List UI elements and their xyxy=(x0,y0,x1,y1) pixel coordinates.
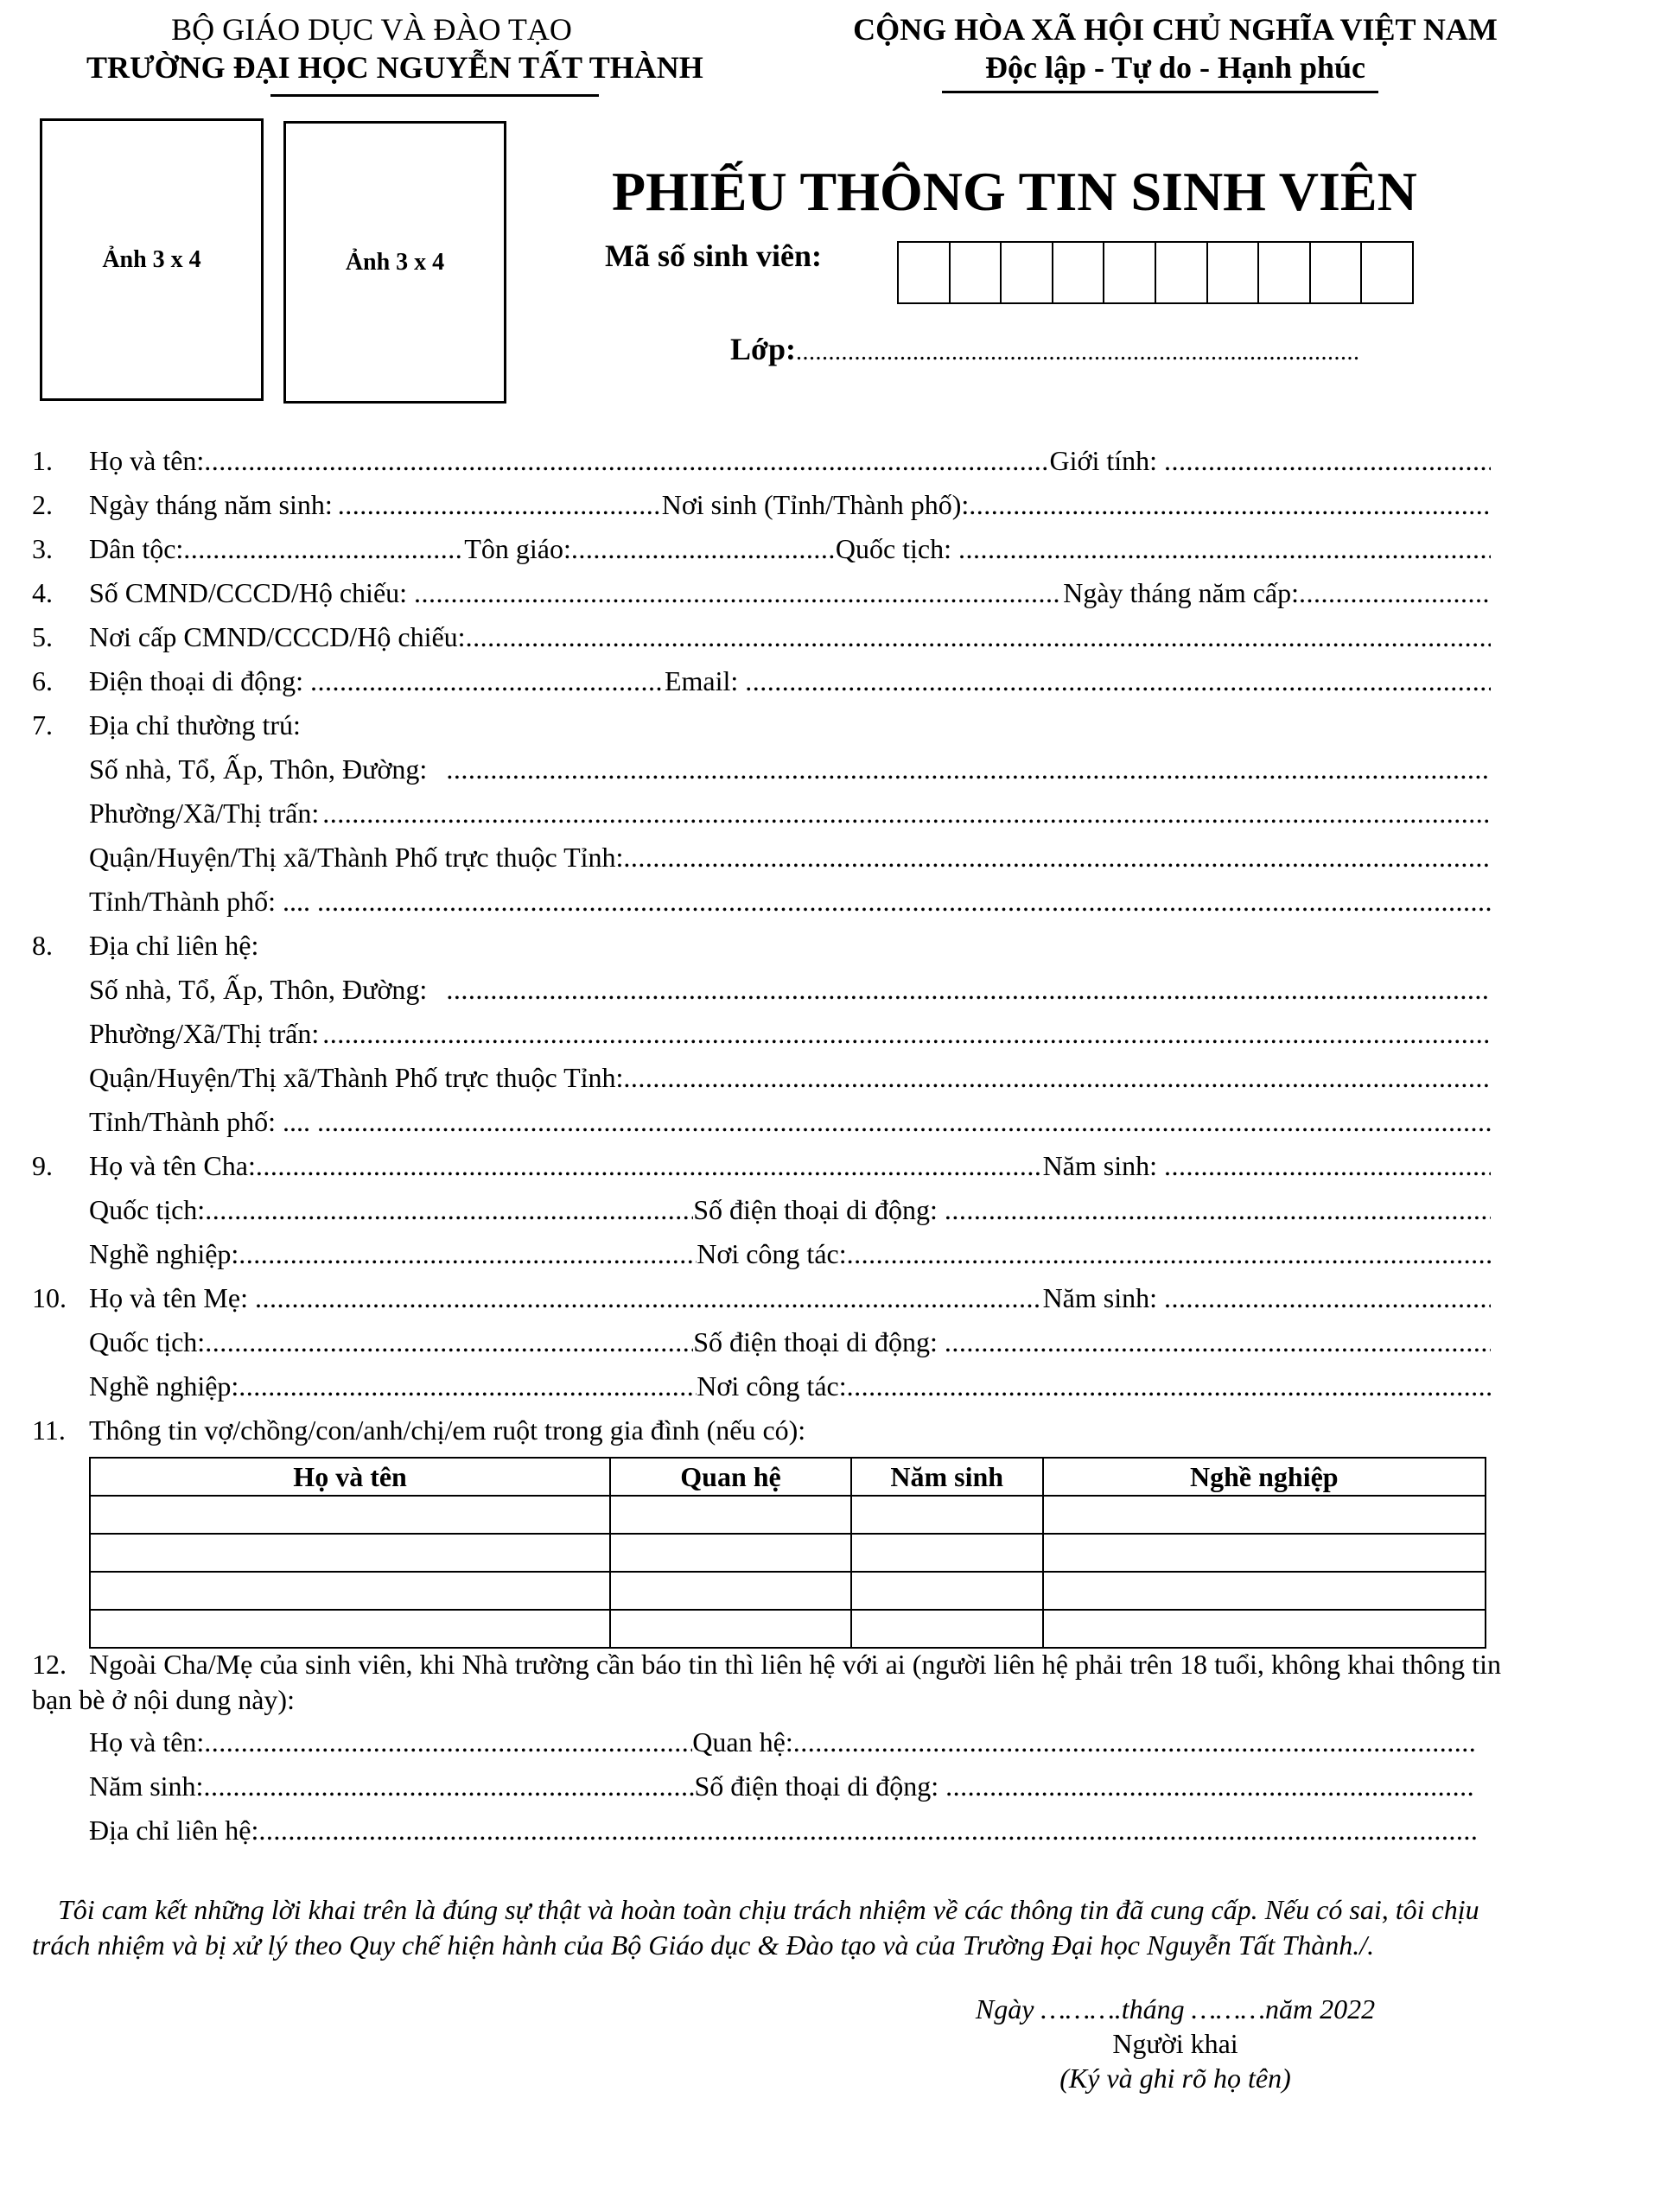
item-number: 10. xyxy=(32,1282,67,1313)
class-label: Lớp: xyxy=(730,332,796,366)
emergency-birth-row xyxy=(0,1769,1667,1803)
student-id-digit-box[interactable] xyxy=(1259,243,1311,302)
permanent-province-row xyxy=(0,884,1667,918)
motto-underline xyxy=(942,91,1378,93)
father-job-row xyxy=(0,1236,1667,1271)
ethnic-field[interactable] xyxy=(183,531,464,566)
email-field[interactable] xyxy=(738,664,1491,698)
id-number-label: Số CMND/CCCD/Hộ chiếu: xyxy=(89,577,408,608)
religion-label: Tôn giáo: xyxy=(464,533,571,564)
item-number: 4. xyxy=(32,577,53,608)
contact-district-row xyxy=(0,1060,1667,1095)
contact-ward-row xyxy=(0,1016,1667,1051)
item-number: 1. xyxy=(32,445,53,476)
photo-label: Ảnh 3 x 4 xyxy=(102,245,201,273)
gender-field[interactable] xyxy=(1157,443,1491,478)
issue-date-field[interactable] xyxy=(1299,575,1491,610)
father-nationality-row xyxy=(0,1192,1667,1227)
item-number: 9. xyxy=(32,1150,53,1181)
emergency-address-label: Địa chỉ liên hệ: xyxy=(89,1815,259,1846)
full-name-field[interactable] xyxy=(204,443,1046,478)
family-cell-relation[interactable] xyxy=(610,1534,851,1572)
column-header-name: Họ và tên xyxy=(90,1458,610,1496)
item-10 xyxy=(0,1281,1667,1315)
family-cell-name[interactable] xyxy=(90,1610,610,1648)
item-12 xyxy=(32,1647,1501,1718)
permanent-ward-row xyxy=(0,796,1667,830)
emergency-phone-field[interactable] xyxy=(938,1769,1476,1803)
item-number: 11. xyxy=(32,1414,66,1446)
issue-date-label: Ngày tháng năm cấp: xyxy=(1063,577,1299,608)
emergency-name-row xyxy=(0,1725,1667,1759)
district-label: Quận/Huyện/Thị xã/Thành Phố trực thuộc Tỉnh: xyxy=(89,842,624,873)
father-job-field[interactable] xyxy=(239,1236,697,1271)
phone-label: Số điện thoại di động: xyxy=(693,1326,938,1357)
dob-field[interactable] xyxy=(333,487,662,522)
mother-name-field[interactable] xyxy=(248,1281,1040,1315)
item-3 xyxy=(0,531,1667,566)
family-table-row xyxy=(90,1610,1486,1648)
column-header-occupation: Nghề nghiệp xyxy=(1043,1458,1486,1496)
emergency-name-field[interactable] xyxy=(204,1725,692,1759)
nation-name: CỘNG HÒA XÃ HỘI CHỦ NGHĨA VIỆT NAM xyxy=(853,12,1498,47)
permanent-province-field[interactable] xyxy=(310,884,1491,918)
father-name-label: Họ và tên Cha: xyxy=(89,1150,256,1181)
student-id-grid[interactable] xyxy=(897,241,1414,304)
phone-label: Điện thoại di động: xyxy=(89,665,303,696)
father-workplace-field[interactable] xyxy=(847,1236,1491,1271)
form-title: PHIẾU THÔNG TIN SINH VIÊN xyxy=(612,161,1417,222)
permanent-address-title: Địa chỉ thường trú: xyxy=(89,709,301,741)
column-header-relation: Quan hệ xyxy=(610,1458,851,1496)
father-phone-field[interactable] xyxy=(938,1192,1491,1227)
column-header-birth-year: Năm sinh xyxy=(851,1458,1043,1496)
item-number: 5. xyxy=(32,621,53,652)
mother-name-label: Họ và tên Mẹ: xyxy=(89,1282,248,1313)
family-cell-relation[interactable] xyxy=(610,1496,851,1534)
emergency-name-label: Họ và tên: xyxy=(89,1726,205,1758)
item-4 xyxy=(0,575,1667,610)
family-cell-occupation[interactable] xyxy=(1043,1572,1486,1610)
student-id-digit-box[interactable] xyxy=(1311,243,1363,302)
family-table-row xyxy=(90,1572,1486,1610)
emergency-birth-year-label: Năm sinh: xyxy=(89,1770,204,1802)
item-1 xyxy=(0,443,1667,478)
father-birth-year-field[interactable] xyxy=(1157,1148,1491,1183)
province-label: Tỉnh/Thành phố: .... xyxy=(89,1106,310,1137)
street-label: Số nhà, Tổ, Ấp, Thôn, Đường: xyxy=(89,753,428,785)
family-table-header xyxy=(90,1458,1486,1496)
permanent-street-row xyxy=(0,752,1667,786)
item-6 xyxy=(0,664,1667,698)
item-8 xyxy=(0,928,1667,963)
dob-label: Ngày tháng năm sinh: xyxy=(89,489,333,520)
item-number: 2. xyxy=(32,489,53,520)
family-cell-occupation[interactable] xyxy=(1043,1534,1486,1572)
student-id-digit-box[interactable] xyxy=(1362,243,1412,302)
mother-job-row xyxy=(0,1369,1667,1403)
mother-job-field[interactable] xyxy=(239,1369,697,1403)
student-id-digit-box[interactable] xyxy=(951,243,1002,302)
item-7 xyxy=(0,708,1667,742)
item-number: 6. xyxy=(32,665,53,696)
emergency-address-row xyxy=(0,1813,1667,1847)
student-id-label: Mã số sinh viên: xyxy=(605,238,823,273)
religion-field[interactable] xyxy=(571,531,836,566)
nationality-label: Quốc tịch: xyxy=(835,533,952,564)
contact-street-row xyxy=(0,972,1667,1007)
student-id-digit-box[interactable] xyxy=(1104,243,1156,302)
student-id-digit-box[interactable] xyxy=(1053,243,1105,302)
photo-box-2[interactable] xyxy=(283,121,506,404)
family-info-title: Thông tin vợ/chồng/con/anh/chị/em ruột trong gia đình (nếu có): xyxy=(89,1414,806,1446)
mother-birth-year-label: Năm sinh: xyxy=(1042,1282,1157,1313)
email-label: Email: xyxy=(664,665,739,696)
emergency-address-field[interactable] xyxy=(258,1813,1476,1847)
family-cell-occupation[interactable] xyxy=(1043,1496,1486,1534)
family-cell-birth-year[interactable] xyxy=(851,1572,1043,1610)
permanent-ward-field[interactable] xyxy=(319,796,1491,830)
family-table xyxy=(89,1457,1486,1649)
contact-district-field[interactable] xyxy=(623,1060,1491,1095)
contact-province-field[interactable] xyxy=(310,1104,1491,1139)
university-name: TRƯỜNG ĐẠI HỌC NGUYỄN TẤT THÀNH xyxy=(86,50,703,85)
photo-box-1[interactable] xyxy=(40,118,264,401)
full-name-label: Họ và tên: xyxy=(89,445,205,476)
contact-province-row xyxy=(0,1104,1667,1139)
family-cell-name[interactable] xyxy=(90,1534,610,1572)
family-cell-birth-year[interactable] xyxy=(851,1496,1043,1534)
contact-street-field[interactable] xyxy=(427,972,1491,1007)
mother-nationality-row xyxy=(0,1325,1667,1359)
mother-nationality-field[interactable] xyxy=(205,1325,693,1359)
family-cell-birth-year[interactable] xyxy=(851,1610,1043,1648)
student-id-digit-box[interactable] xyxy=(1208,243,1260,302)
signature-date: Ngày ……….tháng ………năm 2022 xyxy=(975,1993,1376,2024)
ward-label: Phường/Xã/Thị trấn: xyxy=(89,1018,320,1049)
declaration-text: Tôi cam kết những lời khai trên là đúng sự thật và hoàn toàn chịu trách nhiệm về các thông tin đã cung cấp. Nếu có sai, tôi chịu trách nhiệm và bị xử lý theo Quy chế hiện hành của Bộ Giáo dục & Đào tạo và của Trường Đại học Nguyễn Tất Thành./. xyxy=(32,1894,1479,1961)
father-nationality-field[interactable] xyxy=(205,1192,693,1227)
mother-birth-year-field[interactable] xyxy=(1157,1281,1491,1315)
family-cell-occupation[interactable] xyxy=(1043,1610,1486,1648)
emergency-contact-instruction: Ngoài Cha/Mẹ của sinh viên, khi Nhà trường cần báo tin thì liên hệ với ai (người liên hệ phải trên 18 tuổi, không khai thông tin bạn bè ở nội dung này): xyxy=(32,1649,1501,1715)
street-label: Số nhà, Tổ, Ấp, Thôn, Đường: xyxy=(89,974,428,1005)
item-9 xyxy=(0,1148,1667,1183)
family-cell-birth-year[interactable] xyxy=(851,1534,1043,1572)
id-number-field[interactable] xyxy=(407,575,1059,610)
gender-label: Giới tính: xyxy=(1049,445,1157,476)
father-birth-year-label: Năm sinh: xyxy=(1042,1150,1157,1181)
ward-label: Phường/Xã/Thị trấn: xyxy=(89,798,320,829)
job-label: Nghề nghiệp: xyxy=(89,1238,239,1269)
issue-place-field[interactable] xyxy=(466,620,1491,654)
workplace-label: Nơi công tác: xyxy=(697,1238,847,1269)
province-label: Tỉnh/Thành phố: .... xyxy=(89,886,310,917)
class-dotted-line xyxy=(796,339,1361,366)
student-id-digit-box[interactable] xyxy=(1002,243,1053,302)
family-cell-relation[interactable] xyxy=(610,1572,851,1610)
photo-label: Ảnh 3 x 4 xyxy=(345,248,445,276)
student-id-digit-box[interactable] xyxy=(899,243,951,302)
item-number: 12. xyxy=(32,1649,67,1680)
family-table-row xyxy=(90,1496,1486,1534)
nationality-label: Quốc tịch: xyxy=(89,1194,206,1225)
emergency-birth-year-field[interactable] xyxy=(203,1769,694,1803)
signature-note: (Ký và ghi rõ họ tên) xyxy=(1059,2063,1291,2094)
item-11 xyxy=(0,1413,1667,1447)
father-name-field[interactable] xyxy=(256,1148,1040,1183)
item-2 xyxy=(0,487,1667,522)
emergency-relation-label: Quan hệ: xyxy=(692,1726,793,1758)
nationality-field[interactable] xyxy=(951,531,1491,566)
phone-field[interactable] xyxy=(303,664,665,698)
student-id-digit-box[interactable] xyxy=(1156,243,1208,302)
emergency-relation-field[interactable] xyxy=(793,1725,1476,1759)
nationality-label: Quốc tịch: xyxy=(89,1326,206,1357)
mother-workplace-field[interactable] xyxy=(847,1369,1491,1403)
issue-place-label: Nơi cấp CMND/CCCD/Hộ chiếu: xyxy=(89,621,466,652)
ethnic-label: Dân tộc: xyxy=(89,533,184,564)
workplace-label: Nơi công tác: xyxy=(697,1370,847,1402)
contact-address-title: Địa chỉ liên hệ: xyxy=(89,930,259,961)
university-underline xyxy=(270,94,599,97)
pob-label: Nơi sinh (Tỉnh/Thành phố): xyxy=(661,489,970,520)
emergency-phone-label: Số điện thoại di động: xyxy=(694,1770,939,1802)
permanent-street-field[interactable] xyxy=(427,752,1491,786)
permanent-district-row xyxy=(0,840,1667,874)
class-field[interactable] xyxy=(730,331,1361,367)
contact-ward-field[interactable] xyxy=(319,1016,1491,1051)
signature-role: Người khai xyxy=(1112,2028,1238,2059)
family-cell-relation[interactable] xyxy=(610,1610,851,1648)
item-5 xyxy=(0,620,1667,654)
family-cell-name[interactable] xyxy=(90,1572,610,1610)
job-label: Nghề nghiệp: xyxy=(89,1370,239,1402)
mother-phone-field[interactable] xyxy=(938,1325,1491,1359)
item-number: 8. xyxy=(32,930,53,961)
item-number: 7. xyxy=(32,709,53,741)
family-table-row xyxy=(90,1534,1486,1572)
ministry-name: BỘ GIÁO DỤC VÀ ĐÀO TẠO xyxy=(171,12,572,47)
national-motto: Độc lập - Tự do - Hạnh phúc xyxy=(984,50,1366,85)
signature-block xyxy=(933,1992,1417,2095)
permanent-district-field[interactable] xyxy=(623,840,1491,874)
phone-label: Số điện thoại di động: xyxy=(693,1194,938,1225)
family-cell-name[interactable] xyxy=(90,1496,610,1534)
item-number: 3. xyxy=(32,533,53,564)
district-label: Quận/Huyện/Thị xã/Thành Phố trực thuộc Tỉnh: xyxy=(89,1062,624,1093)
pob-field[interactable] xyxy=(969,487,1491,522)
